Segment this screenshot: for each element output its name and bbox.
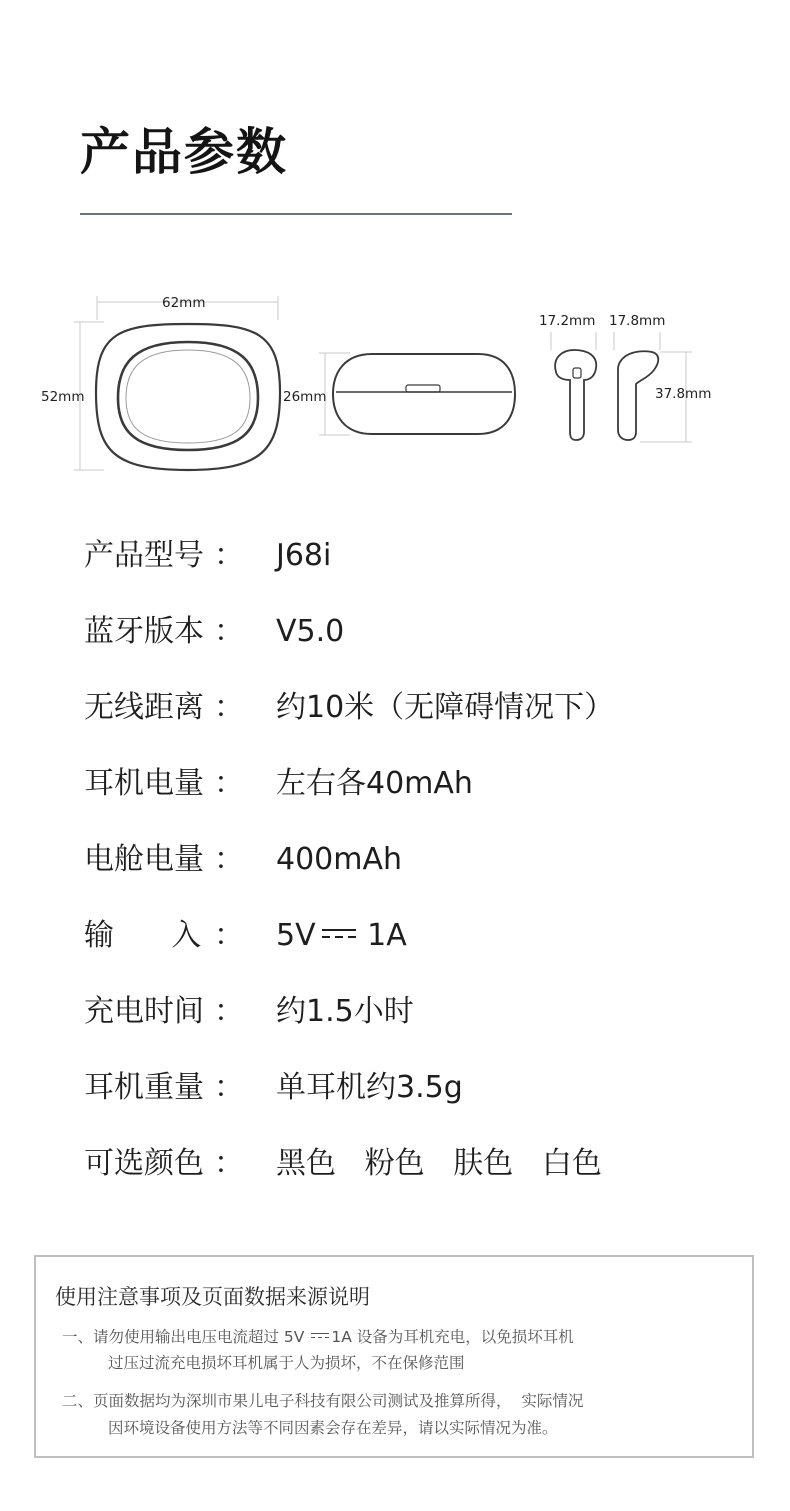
earbud-side-view [618, 351, 658, 440]
case-side-view [333, 354, 515, 434]
spec-label: 蓝牙版本 [84, 614, 204, 649]
spec-label: 可选颜色 [84, 1146, 204, 1181]
earbud-depth-a-label: 17.2mm [539, 313, 596, 329]
case-depth-label: 26mm [283, 389, 327, 405]
spec-label: 产品型号 [84, 538, 204, 573]
earbud-depth-b-label: 17.8mm [609, 313, 666, 329]
product-drawings [0, 280, 790, 490]
spec-value [276, 912, 407, 960]
spec-label: 电舱电量 [84, 842, 204, 877]
dc-symbol-icon [322, 925, 356, 943]
dc-symbol-icon [311, 1331, 329, 1341]
case-top-view [96, 324, 280, 470]
note-2-line-1: 二、页面数据均为深圳市果儿电子科技有限公司测试及推算所得， 实际情况 [62, 1392, 584, 1410]
note-2-line-2: 因环境设备使用方法等不同因素会存在差异，请以实际情况为准。 [108, 1419, 558, 1437]
note-1-line-1 [62, 1325, 574, 1347]
input-voltage: 5V [276, 918, 316, 953]
spec-colon: ： [214, 538, 244, 573]
note-1-line-2: 过压过流充电损坏耳机属于人为损坏，不在保修范围 [108, 1354, 465, 1372]
notes-title: 使用注意事项及页面数据来源说明 [55, 1285, 370, 1309]
spec-colon: ： [214, 614, 244, 649]
spec-value: 左右各40mAh [276, 766, 473, 801]
note-1-text-b: 1A 设备为耳机充电，以免损坏耳机 [331, 1328, 574, 1346]
spec-colon: ： [214, 690, 244, 725]
spec-label: 输 入 [84, 918, 202, 953]
page-title: 产品参数 [80, 123, 288, 181]
spec-colon: ： [214, 994, 244, 1029]
spec-colon: ： [214, 1070, 244, 1105]
dimension-diagram [0, 280, 790, 490]
spec-value: 400mAh [276, 842, 403, 877]
spec-label: 无线距离 [84, 690, 204, 725]
spec-label: 充电时间 [84, 994, 204, 1029]
spec-value: J68i [276, 538, 332, 573]
case-height-label: 52mm [41, 389, 85, 405]
note-1-text-a: 一、请勿使用输出电压电流超过 5V [62, 1328, 305, 1346]
spec-value: 约1.5小时 [276, 994, 414, 1029]
spec-colon: ： [214, 918, 244, 953]
spec-value: 约10米（无障碍情况下） [276, 690, 615, 725]
spec-colon: ： [214, 766, 244, 801]
earbud-front-view [555, 350, 596, 440]
spec-colon: ： [214, 842, 244, 877]
title-divider [80, 213, 512, 215]
spec-value: 黑色 粉色 肤色 白色 [276, 1146, 602, 1181]
spec-value: 单耳机约3.5g [276, 1070, 463, 1105]
spec-label: 耳机重量 [84, 1070, 204, 1105]
input-current: 1A [367, 918, 407, 953]
earbud-height-label: 37.8mm [655, 386, 712, 402]
notes-box [34, 1255, 754, 1458]
spec-colon: ： [214, 1146, 244, 1181]
spec-label: 耳机电量 [84, 766, 204, 801]
spec-value: V5.0 [276, 614, 345, 649]
case-width-label: 62mm [162, 295, 206, 311]
